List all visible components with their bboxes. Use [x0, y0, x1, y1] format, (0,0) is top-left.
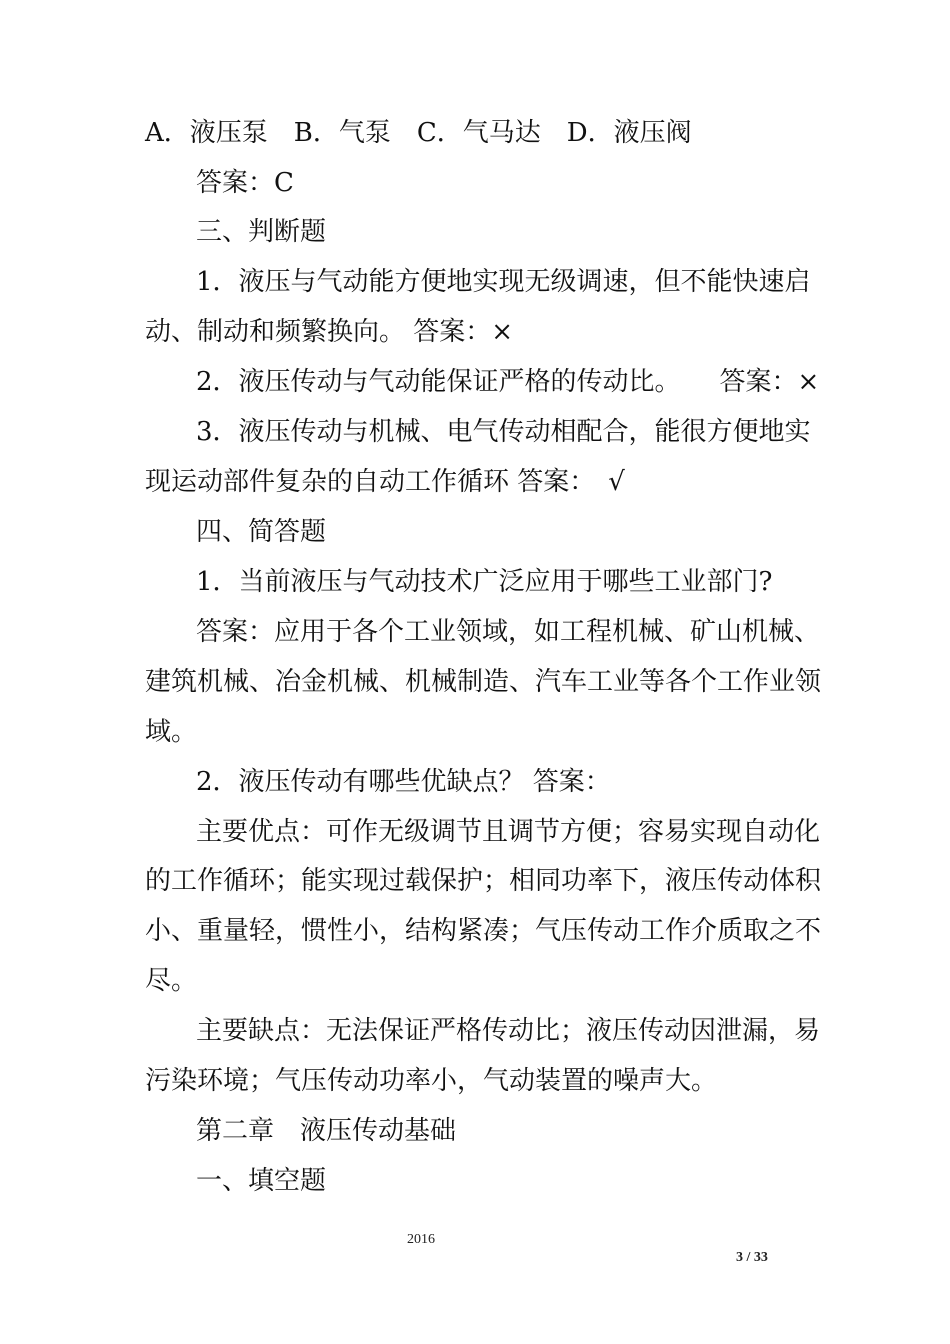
question-text: 2．液压传动有哪些优缺点？ 答案： — [196, 767, 611, 797]
page-number: 3 / 33 — [736, 1250, 768, 1265]
answer-text: 主要缺点：无法保证严格传动比；液压传动因泄漏，易 — [196, 1016, 821, 1046]
question-text: 2．液压传动与气动能保证严格的传动比。 答案：× — [196, 367, 820, 397]
question-text: 动、制动和频繁换向。 答案：× — [145, 317, 514, 347]
question-text: 现运动部件复杂的自动工作循环 答案： √ — [145, 467, 625, 497]
answer-text: 域。 — [145, 717, 198, 747]
answer-text: 小、重量轻，惯性小，结构紧凑；气压传动工作介质取之不 — [145, 916, 822, 946]
choice-options: A．液压泵 B．气泵 C．气马达 D．液压阀 — [145, 118, 692, 148]
answer-text: 尽。 — [145, 966, 198, 996]
question-text: 3．液压传动与机械、电气传动相配合，能很方便地实 — [196, 417, 811, 447]
answer-text: 的工作循环；能实现过载保护；相同功率下，液压传动体积 — [145, 866, 822, 896]
answer-text: 污染环境；气压传动功率小，气动装置的噪声大。 — [145, 1066, 718, 1096]
chapter-heading: 第二章 液压传动基础 — [196, 1116, 457, 1146]
section-heading: 四、简答题 — [196, 517, 327, 547]
footer-year: 2016 — [407, 1232, 435, 1247]
answer-line: 答案：C — [196, 168, 294, 198]
question-text: 1．液压与气动能方便地实现无级调速，但不能快速启 — [196, 267, 811, 297]
section-heading: 三、判断题 — [196, 217, 327, 247]
section-heading: 一、填空题 — [196, 1166, 327, 1196]
answer-text: 答案：应用于各个工业领域，如工程机械、矿山机械、 — [196, 617, 821, 647]
answer-text: 建筑机械、冶金机械、机械制造、汽车工业等各个工作业领 — [145, 667, 822, 697]
answer-text: 主要优点：可作无级调节且调节方便；容易实现自动化 — [196, 817, 821, 847]
question-text: 1．当前液压与气动技术广泛应用于哪些工业部门? — [196, 567, 773, 597]
